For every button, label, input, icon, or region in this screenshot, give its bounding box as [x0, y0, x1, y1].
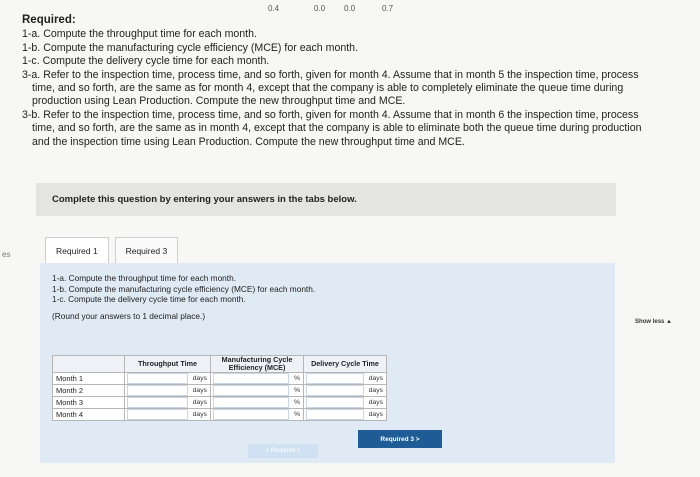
prev-required-button[interactable]: < Required 1	[248, 444, 318, 458]
next-required-button[interactable]: Required 3 >	[358, 430, 442, 448]
delivery-input[interactable]	[306, 397, 364, 408]
mce-input[interactable]	[213, 373, 289, 384]
req-line-3b-cont2: and the inspection time using Lean Production. Compute the new throughput time and MCE.	[32, 135, 465, 148]
unit-label: %	[293, 399, 300, 406]
unit-label: %	[293, 375, 300, 382]
panel-line: 1-b. Compute the manufacturing cycle efficiency (MCE) for each month.	[52, 283, 316, 294]
req-line-3a-cont2: production using Lean Production. Compute the new throughput time and MCE.	[32, 95, 406, 108]
throughput-input[interactable]	[127, 373, 188, 384]
unit-label: days	[192, 387, 207, 394]
unit-label: days	[192, 399, 207, 406]
row-label: Month 1	[53, 373, 125, 385]
unit-label: days	[368, 375, 383, 382]
table-row	[53, 397, 387, 409]
throughput-input[interactable]	[127, 409, 188, 420]
req-line-1b: 1-b. Compute the manufacturing cycle efficiency (MCE) for each month.	[22, 41, 359, 54]
table-row	[53, 409, 387, 421]
corner-header	[53, 356, 125, 373]
panel-instructions	[52, 273, 603, 305]
panel-line: 1-a. Compute the throughput time for each month.	[52, 273, 237, 283]
header-mce: Manufacturing Cycle Efficiency (MCE)	[211, 356, 304, 373]
required-instructions	[22, 14, 672, 149]
unit-label: days	[368, 411, 383, 418]
table-row	[53, 385, 387, 397]
header-delivery: Delivery Cycle Time	[304, 356, 387, 373]
side-mark: es	[2, 250, 11, 259]
unit-label: days	[368, 399, 383, 406]
req-line-3a: 3-a. Refer to the inspection time, process time, and so forth, given for month 4. Assume that in month 5 the inspection time, process	[22, 68, 639, 81]
top-number: 0.7	[382, 4, 394, 13]
required-title: Required:	[22, 14, 76, 26]
top-number: 0.4	[268, 4, 280, 13]
table-row	[53, 373, 387, 385]
mce-input[interactable]	[213, 385, 289, 396]
complete-question-bar: Complete this question by entering your answers in the tabs below.	[36, 183, 616, 216]
unit-label: days	[192, 375, 207, 382]
delivery-input[interactable]	[306, 373, 364, 384]
header-throughput: Throughput Time	[125, 356, 211, 373]
throughput-input[interactable]	[127, 385, 188, 396]
req-line-1c: 1-c. Compute the delivery cycle time for each month.	[22, 55, 270, 68]
panel-line: 1-c. Compute the delivery cycle time for each month.	[52, 294, 246, 304]
row-label: Month 4	[53, 409, 125, 421]
req-line-3b-cont: time, and so forth, are the same as in month 4, except that the company is able to eliminate both the queue time during production	[32, 122, 642, 135]
round-note: (Round your answers to 1 decimal place.)	[52, 310, 206, 321]
top-number: 0.0	[314, 4, 326, 13]
delivery-input[interactable]	[306, 409, 364, 420]
mce-input[interactable]	[213, 397, 289, 408]
delivery-input[interactable]	[306, 385, 364, 396]
answer-table	[52, 355, 387, 421]
row-label: Month 3	[53, 397, 125, 409]
req-line-3b: 3-b. Refer to the inspection time, process time, and so forth, given for month 4. Assume that in month 6 the inspection time, process	[22, 108, 639, 121]
top-number: 0.0	[344, 4, 356, 13]
unit-label: days	[192, 411, 207, 418]
unit-label: days	[368, 387, 383, 394]
throughput-input[interactable]	[127, 397, 188, 408]
row-label: Month 2	[53, 385, 125, 397]
answer-tabs	[45, 237, 184, 265]
tab-required-1[interactable]: Required 1	[45, 237, 109, 265]
mce-input[interactable]	[213, 409, 289, 420]
req-line-3a-cont: time, and so forth, are the same as for month 4, except that the company is able to completely eliminate the queue time during	[32, 82, 624, 95]
unit-label: %	[293, 411, 300, 418]
tab-required-3[interactable]: Required 3	[115, 237, 179, 265]
req-line-1a: 1-a. Compute the throughput time for each month.	[22, 28, 257, 41]
unit-label: %	[293, 387, 300, 394]
show-less-link[interactable]: Show less ▲	[635, 319, 672, 325]
